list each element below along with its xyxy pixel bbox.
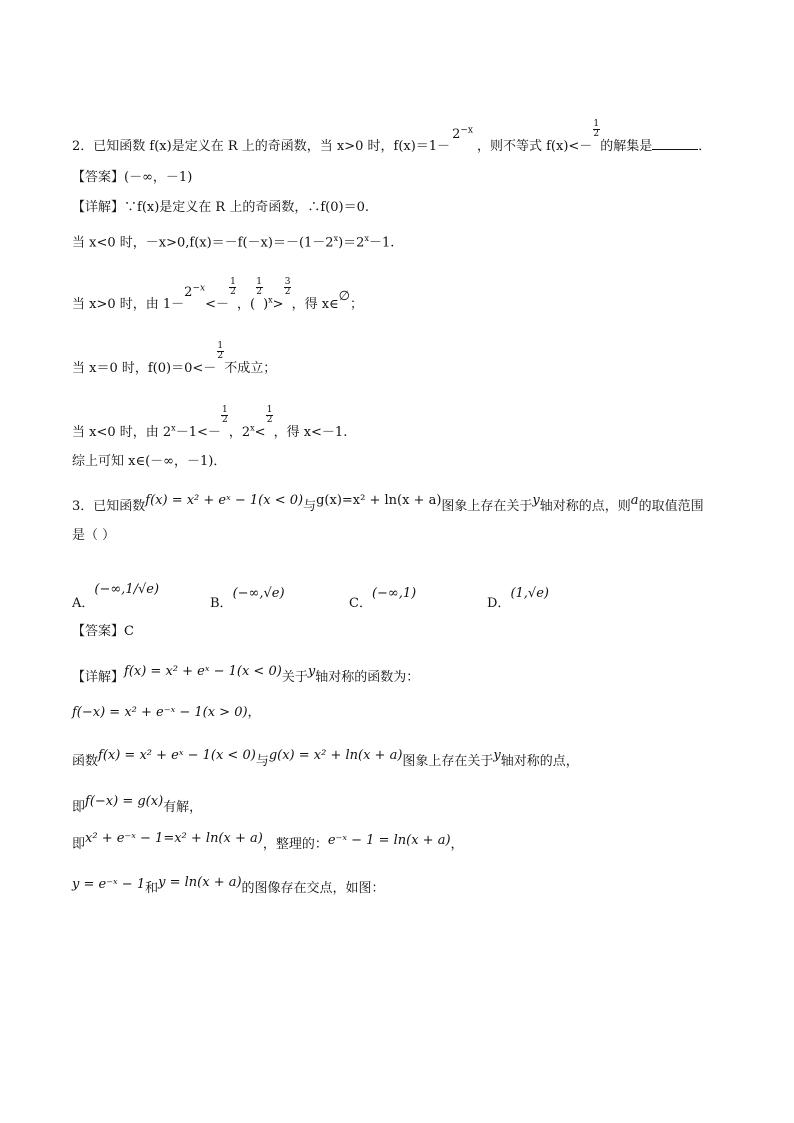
q2-summary: 综上可知 x∈(－∞，－1)． <box>72 454 227 469</box>
empty-set: ∅ <box>338 289 350 304</box>
q2-detail-4: 当 x＝0 时，f(0)＝0<－ $\frac{1}{2}$ 不成立； <box>72 341 277 376</box>
option-a[interactable]: A．(−∞,1/√e) <box>72 582 160 611</box>
q2-detail-2: 当 x<0 时，$-x>0,f(x)=-f(-x)=-(1-2^x)=2^x-1$. <box>72 234 395 251</box>
q3-detail-1: 【详解】f(x) = x² + eˣ − 1(x < 0)关于y轴对称的函数为： <box>72 664 420 685</box>
half-fraction: $\frac{1}{2}$ <box>230 277 236 297</box>
q3-detail-5: 即x² + e⁻ˣ − 1=x² + ln(x + a)，整理的：e⁻ˣ − 1 = ln(x + a)， <box>72 831 464 852</box>
q3-stem-f: f(x) = x² + eˣ − 1(x < 0) <box>145 493 304 508</box>
answer-value: C <box>124 624 134 639</box>
q2-detail-1 <box>72 200 369 216</box>
answer-label: 【答案】 <box>72 624 125 639</box>
half-fraction: $\frac{1}{2}$ <box>217 341 224 361</box>
half-fraction: $\frac{1}{2}$ <box>256 277 262 297</box>
q3-detail-3: 函数f(x) = x² + eˣ − 1(x < 0)与g(x) = x² + ln(x + a)图象上存在关于y轴对称的点， <box>72 748 579 769</box>
option-b[interactable]: B．(−∞,√e) <box>210 586 285 611</box>
q2-stem-power: $2^{-x}$ <box>452 125 473 142</box>
q2-stem <box>72 119 712 155</box>
half-fraction: $\frac{1}{2}$ <box>593 119 600 139</box>
q3-detail-4: 即f(−x) = g(x)有解， <box>72 794 203 815</box>
detail-text: ∵f(x)是定义在 R 上的奇函数，∴f(0)＝0. <box>124 200 369 215</box>
detail-label: 【详解】 <box>72 200 125 215</box>
half-fraction: $\frac{1}{2}$ <box>266 405 273 425</box>
answer-blank <box>652 137 698 150</box>
q2-stem-text-3: 的解集是 <box>600 139 653 154</box>
q2-detail-5: 当 x<0 时，由 $2^x-1<-$ $\frac{1}{2}$ ，$2^x<$ $\frac{1}{2}$ ，得 x<－1. <box>72 405 348 440</box>
three-halves-fraction: $\frac{3}{2}$ <box>284 277 291 297</box>
option-c[interactable]: C．(−∞,1) <box>349 586 417 611</box>
q2-detail-3: 当 x>0 时，由 $1-2^{-x}<-$ $\frac{1}{2}$ ，( $\frac{1}{2}$ )$^x$> $\frac{3}{2}$ ，得 x∈∅； <box>72 277 363 312</box>
power-2-neg-x: $2^{-x}$ <box>184 283 206 300</box>
detail-label: 【详解】 <box>72 670 125 685</box>
half-fraction: $\frac{1}{2}$ <box>221 405 228 425</box>
q3-detail-6: y = e⁻ˣ − 1和y = ln(x + a)的图像存在交点，如图： <box>72 875 385 896</box>
q3-stem: 3．已知函数f(x) = x² + eˣ − 1(x < 0)与g(x)=x² + ln(x + a)图象上存在关于y轴对称的点，则a的取值范围 <box>72 493 704 514</box>
q3-detail-2: f(−x) = x² + e⁻ˣ − 1(x > 0)， <box>72 705 261 720</box>
option-d[interactable]: D．(1,√e) <box>487 586 549 611</box>
q2-stem-text-2: ，则不等式 f(x)<－ <box>476 139 593 154</box>
answer-value: (－∞，－1) <box>124 170 193 185</box>
q3-stem-line2: 是（ ） <box>72 528 116 543</box>
q3-stem-g: g(x)=x² + ln(x + a) <box>316 493 442 508</box>
q2-stem-text: 2．已知函数 f(x)是定义在 R 上的奇函数，当 x>0 时，f(x)＝1－ <box>72 139 451 154</box>
q2-answer <box>72 170 192 186</box>
q2-stem-end: ． <box>698 139 712 154</box>
q3-answer <box>72 624 134 640</box>
answer-label: 【答案】 <box>72 170 125 185</box>
